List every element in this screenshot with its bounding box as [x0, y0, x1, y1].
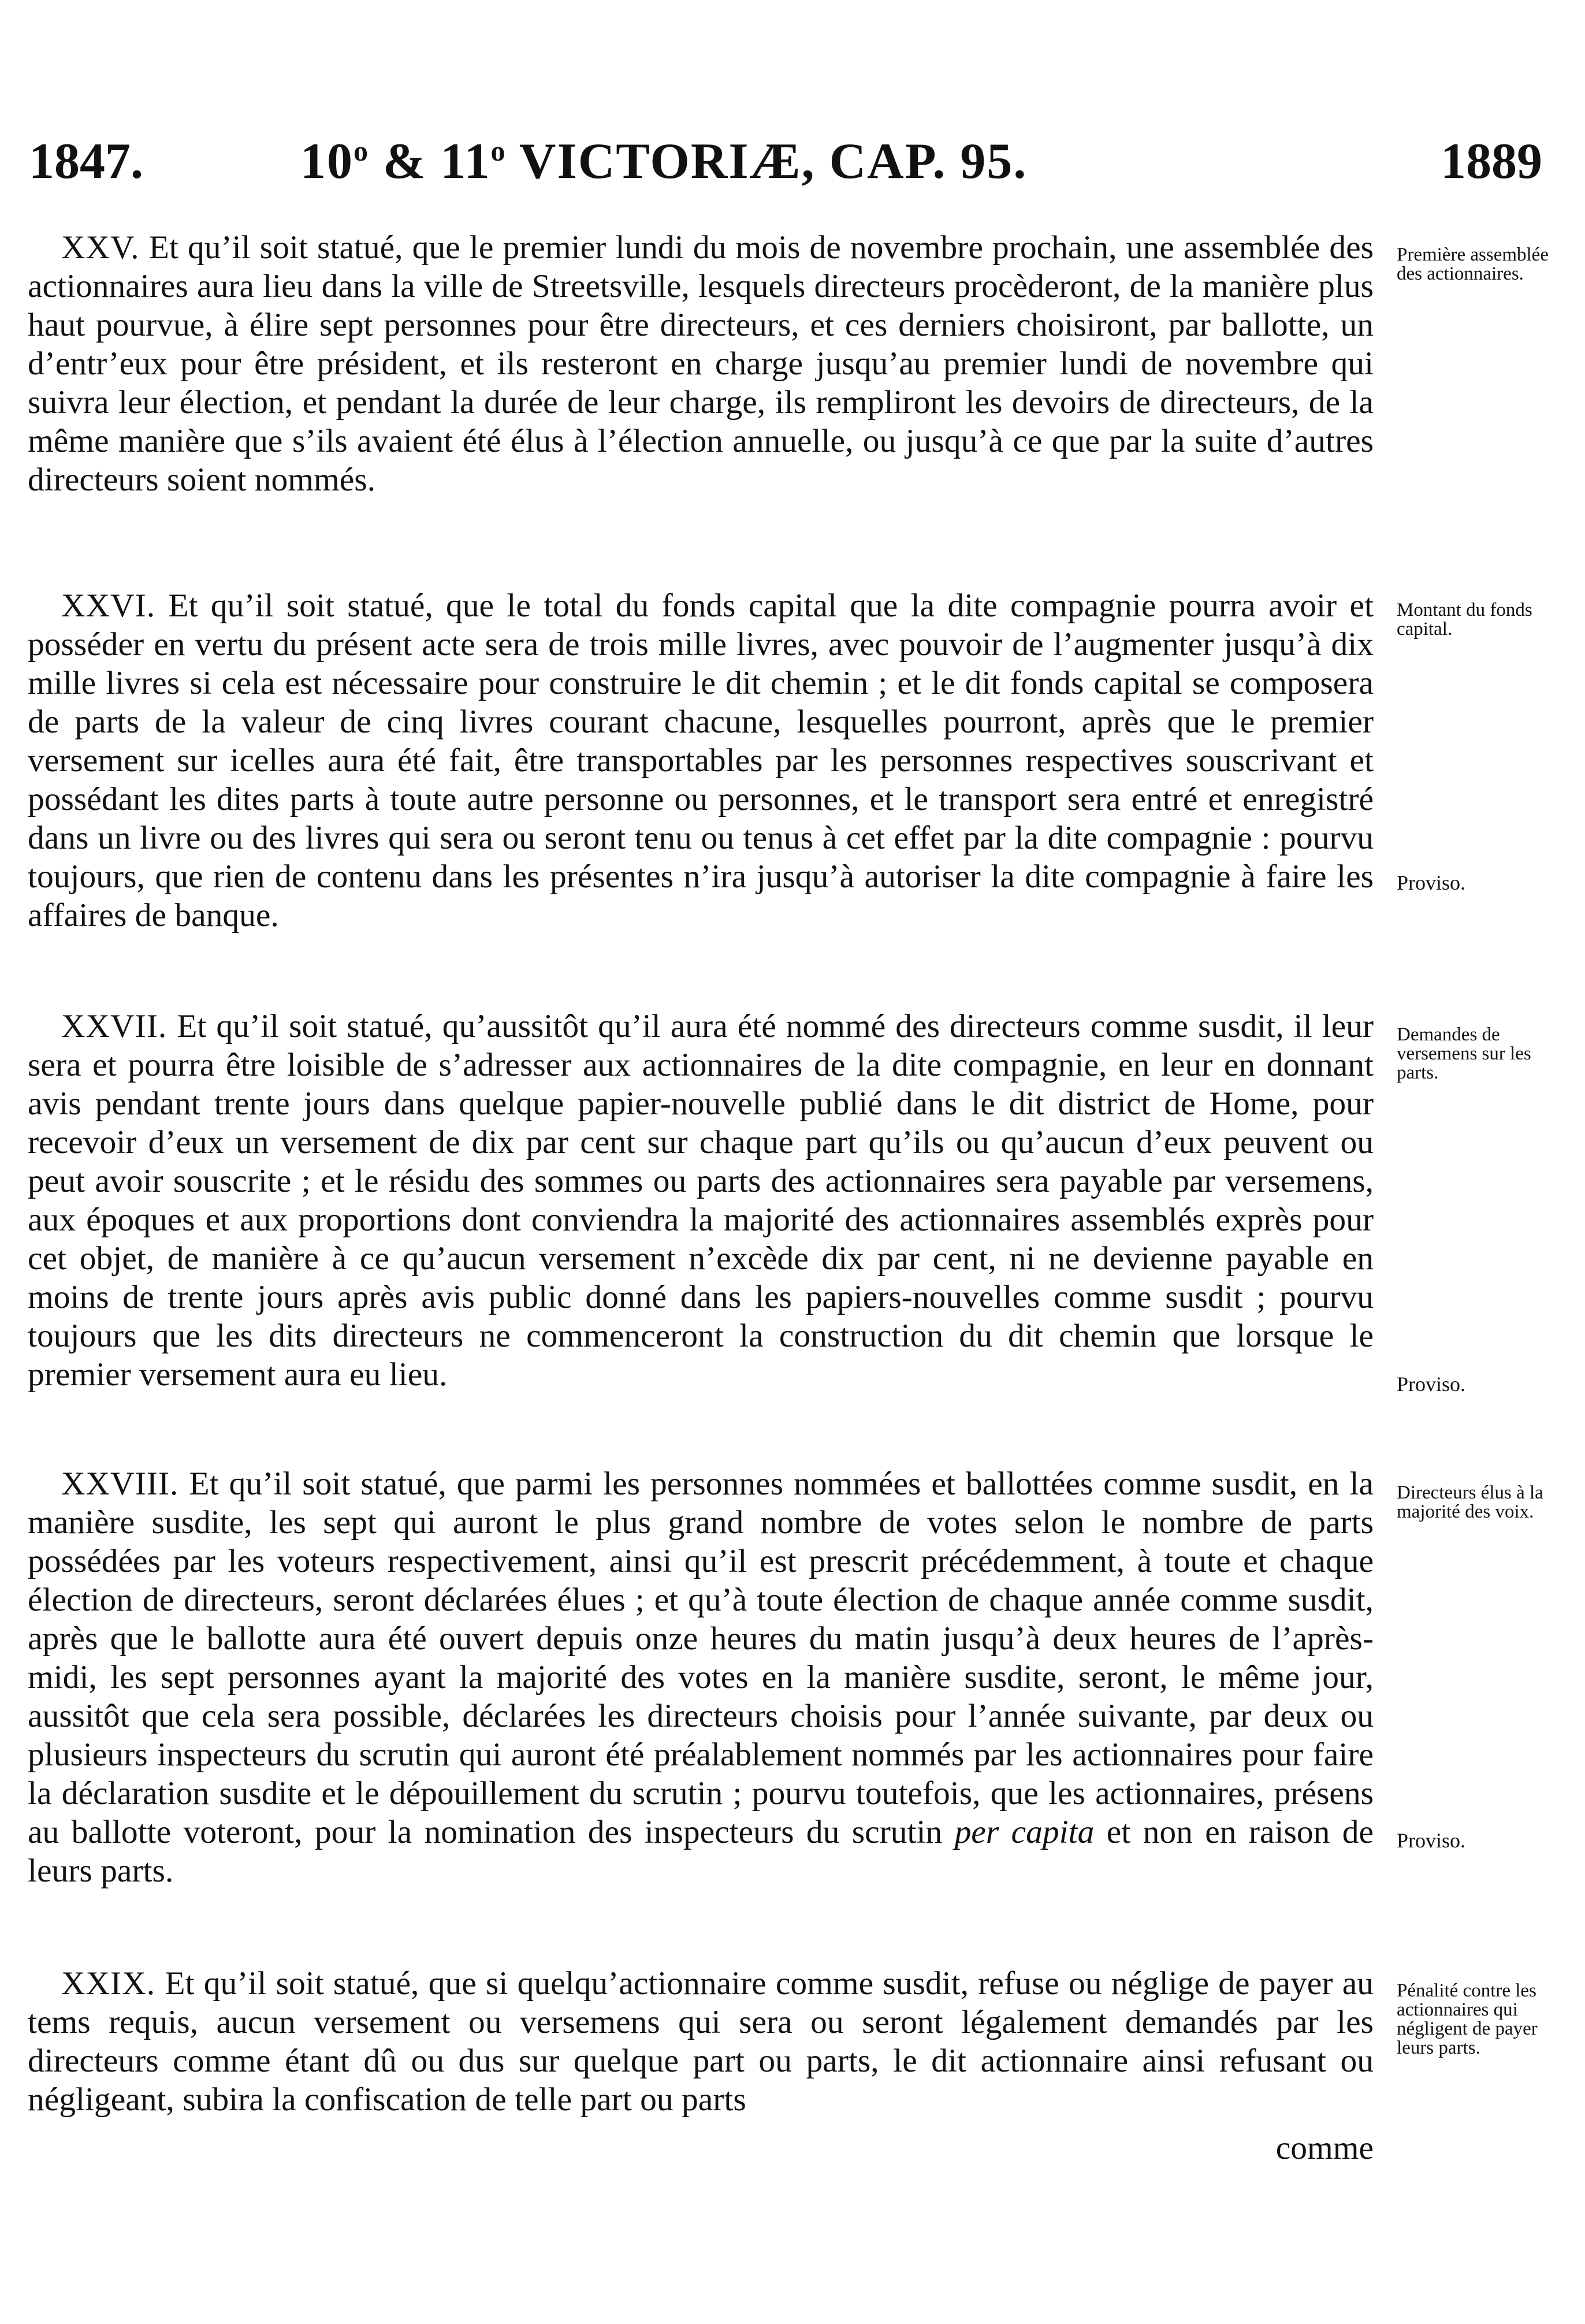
section-text: Et qu’il soit statué, qu’aussitôt qu’il aura été nommé des directeurs comme susdit, il leur sera et pourra être loisible de s’adresser aux actionnaires de la dite compagnie, en leur en donnant avis pendant trente jours dans quelque papier-nouvelle publié dans le dit district de Home, pour recevoir d’eux un versement de dix par cent sur chaque part qu’ils ou qu’aucun d’eux peuvent ou peut avoir souscrite ; et le résidu des sommes ou parts des actionnaires sera payable par versemens, aux époques et aux proportions dont conviendra la majorité des actionnaires assemblés exprès pour cet objet, de manière à ce qu’aucun versement n’excède dix par cent, ni ne devienne payable en moins de trente jours après avis public donné dans les papiers-nouvelles comme susdit ; pourvu toujours que les dits directeurs ne commenceront la construction du dit chemin que lorsque le premier versement aura eu lieu. [28, 1008, 1374, 1393]
reign-year-b: 11 [440, 133, 491, 189]
section-xxv [28, 228, 1374, 499]
section-text: Et qu’il soit statué, que parmi les personnes nommées et ballottées comme susdit, en la manière susdite, les sept qui auront le plus grand nombre de votes selon le nombre de parts possédées par les voteurs respectivement, ainsi qu’il est prescrit précédemment, à toute et chaque élection de directeurs, seront déclarées élues ; et qu’à toute élection de chaque année comme susdit, après que le ballotte aura été ouvert depuis onze heures du matin jusqu’à deux heures de l’après-midi, les sept personnes ayant la majorité des votes en la manière susdite, seront, le même jour, aussitôt que cela sera possible, déclarées les directeurs choisis pour l’année suivante, par deux ou plusieurs inspecteurs du scrutin qui auront été préalablement nommés par les actionnaires pour faire la déclaration susdite et le dépouillement du scrutin ; pourvu toutefois, que les actionnaires, présens au ballotte voteront, pour la nomination des inspecteurs du scrutin [28, 1466, 1374, 1850]
reign-year-b-sup: o [490, 135, 507, 167]
running-header [29, 130, 1542, 194]
section-number: XXVII. [61, 1008, 168, 1044]
section-number: XXVI. [61, 587, 156, 624]
section-xxvii [28, 1007, 1374, 1394]
section-text-end: et non en raison de leurs parts. [28, 1814, 1374, 1889]
section-number: XXIX. [61, 1965, 156, 2002]
margin-note-proviso: Proviso. [1397, 871, 1466, 894]
header-title [300, 130, 1027, 194]
catchword: comme [1275, 2130, 1374, 2166]
margin-note-premiere-assemblee: Première assemblée des actionnaires. [1397, 244, 1549, 284]
section-text: Et qu’il soit statué, que si quelqu’actionnaire comme susdit, refuse ou néglige de payer au tems requis, aucun versement ou versemens qui sera ou seront légalement demandés par les directeurs comme étant dû ou dus sur quelque part ou parts, le dit actionnaire ainsi refusant ou négligeant, subira la confiscation de telle part ou parts [28, 1965, 1374, 2118]
margin-note-proviso: Proviso. [1397, 1829, 1466, 1852]
margin-note-directeurs: Directeurs élus à la majorité des voix. [1397, 1482, 1543, 1522]
section-text-italic: per capita [954, 1814, 1095, 1850]
section-number: XXV. [61, 229, 140, 266]
margin-note-montant: Montant du fonds capital. [1397, 600, 1532, 639]
section-xxviii [28, 1464, 1374, 1890]
header-year: 1847. [29, 133, 143, 189]
section-xxvi [28, 586, 1374, 935]
margin-note-penalite: Pénalité contre les actionnaires qui négligent de payer leurs parts. [1397, 1980, 1538, 2058]
page-number: 1889 [1441, 133, 1542, 189]
reign-year-a-sup: o [354, 135, 369, 167]
section-text: Et qu’il soit statué, que le premier lundi du mois de novembre prochain, une assemblée des actionnaires aura lieu dans la ville de Streetsville, lesquels directeurs procèderont, de la manière plus haut pourvue, à élire sept personnes pour être directeurs, et ces derniers choisiront, par ballotte, un d’entr’eux pour être président, et ils resteront en charge jusqu’au premier lundi de novembre qui suivra leur élection, et pendant la durée de leur charge, ils rempliront les devoirs de directeurs, de la même manière que s’ils avaient été élus à l’élection annuelle, ou jusqu’à ce que par la suite d’autres directeurs soient nommés. [28, 229, 1374, 498]
section-text: Et qu’il soit statué, que le total du fonds capital que la dite compagnie pourra avoir et posséder en vertu du présent acte sera de trois mille livres, avec pouvoir de l’augmenter jusqu’à dix mille livres si cela est nécessaire pour construire le dit chemin ; et le dit fonds capital se composera de parts de la valeur de cinq livres courant chacune, lesquelles pourront, après que le premier versement sur icelles aura été fait, être transportables par les personnes respectives souscrivant et possédant les dites parts à toute autre personne ou personnes, et le transport sera entré et enregistré dans un livre ou des livres qui sera ou seront tenu ou tenus à cet effet par la dite compagnie : pourvu toujours, que rien de contenu dans les présentes n’ira jusqu’à autoriser la dite compagnie à faire les affaires de banque. [28, 587, 1374, 934]
header-ampersand: & [383, 133, 427, 189]
margin-note-proviso: Proviso. [1397, 1373, 1466, 1396]
margin-note-demandes: Demandes de versemens sur les parts. [1397, 1024, 1531, 1083]
section-number: XXVIII. [61, 1466, 179, 1502]
section-xxix [28, 1964, 1374, 2119]
reign-year-a: 10 [300, 133, 354, 189]
header-act: VICTORIÆ, CAP. 95. [519, 133, 1028, 189]
